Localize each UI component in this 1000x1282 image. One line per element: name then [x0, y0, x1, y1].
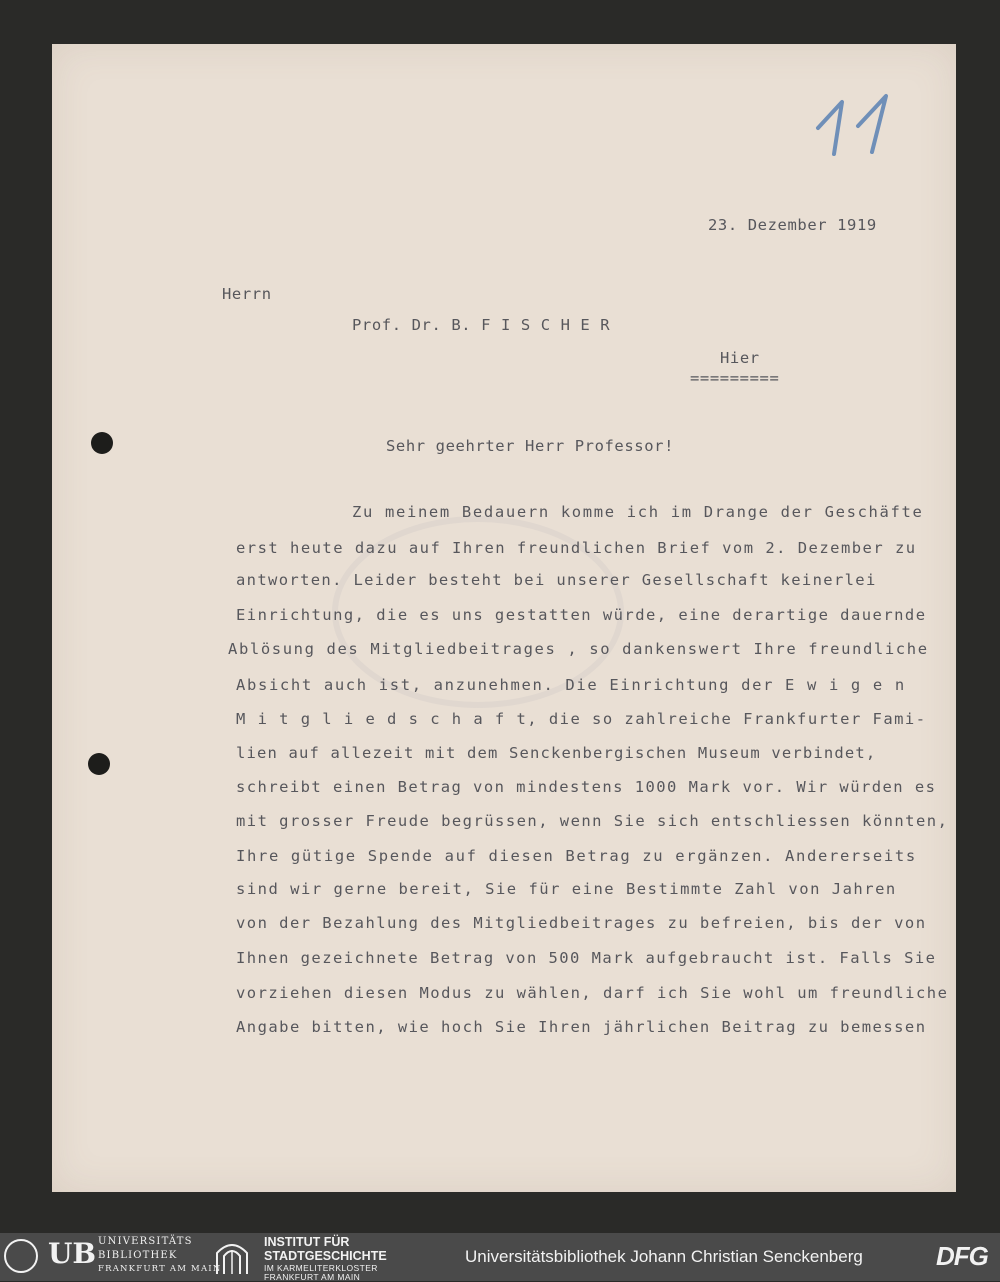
library-credit: Universitätsbibliothek Johann Christian Senckenberg: [465, 1247, 863, 1266]
salutation-to: Herrn: [222, 285, 272, 303]
body-line: Ihnen gezeichnete Betrag von 500 Mark aufgebraucht ist. Falls Sie: [236, 949, 937, 967]
body-line: Ihre gütige Spende auf diesen Betrag zu ergänzen. Andererseits: [236, 847, 917, 865]
folio-number-handwritten: [812, 88, 902, 168]
body-line: sind wir gerne bereit, Sie für eine Bestimmte Zahl von Jahren: [236, 880, 897, 898]
recipient-place: Hier: [720, 349, 760, 367]
body-line: M i t g l i e d s c h a f t, die so zahlreiche Frankfurter Fami-: [236, 710, 927, 728]
body-line: antworten. Leider besteht bei unserer Gesellschaft keinerlei: [236, 571, 877, 589]
body-line: vorziehen diesen Modus zu wählen, darf ich Sie wohl um freundliche: [236, 984, 949, 1002]
body-line: Absicht auch ist, anzunehmen. Die Einrichtung der E w i g e n: [236, 676, 906, 694]
body-line: von der Bezahlung des Mitgliedbeitrages zu befreien, bis der von: [236, 914, 927, 932]
body-line: mit grosser Freude begrüssen, wenn Sie sich entschliessen könnten,: [236, 812, 949, 830]
institute-line1: INSTITUT FÜR: [264, 1235, 350, 1249]
institute-line3: IM KARMELITERKLOSTER: [264, 1263, 378, 1273]
body-line: Einrichtung, die es uns gestatten würde, eine derartige dauernde: [236, 606, 927, 624]
recipient-name: Prof. Dr. B. F I S C H E R: [352, 316, 611, 334]
ub-logo-letters: UB: [48, 1237, 97, 1270]
body-line: lien auf allezeit mit dem Senckenbergischen Museum verbindet,: [236, 744, 877, 762]
ub-logo-line1: UNIVERSITÄTS: [98, 1236, 193, 1247]
punch-hole-bottom: [88, 753, 110, 775]
letter-date: 23. Dezember 1919: [708, 216, 877, 234]
institute-line4: FRANKFURT AM MAIN: [264, 1272, 361, 1282]
punch-hole-top: [91, 432, 113, 454]
body-line: Ablösung des Mitgliedbeitrages , so dankenswert Ihre freundliche: [228, 640, 929, 658]
institute-arch-icon: [214, 1241, 250, 1275]
dfg-logo: DFG: [936, 1241, 988, 1271]
body-line: Zu meinem Bedauern komme ich im Drange der Geschäfte: [352, 503, 924, 521]
body-line: Angabe bitten, wie hoch Sie Ihren jährlichen Beitrag zu bemessen: [236, 1018, 927, 1036]
ub-seal-icon: [4, 1239, 38, 1273]
footer-bar: [0, 1233, 1000, 1281]
letter-greeting: Sehr geehrter Herr Professor!: [386, 437, 675, 455]
institute-line2: STADTGESCHICHTE: [264, 1249, 387, 1263]
ub-logo-line3: FRANKFURT AM MAIN: [98, 1264, 222, 1274]
body-line: erst heute dazu auf Ihren freundlichen Brief vom 2. Dezember zu: [236, 539, 917, 557]
ub-logo-line2: BIBLIOTHEK: [98, 1250, 178, 1261]
body-line: schreibt einen Betrag von mindestens 1000 Mark vor. Wir würden es: [236, 778, 937, 796]
place-underline: =========: [690, 369, 780, 387]
